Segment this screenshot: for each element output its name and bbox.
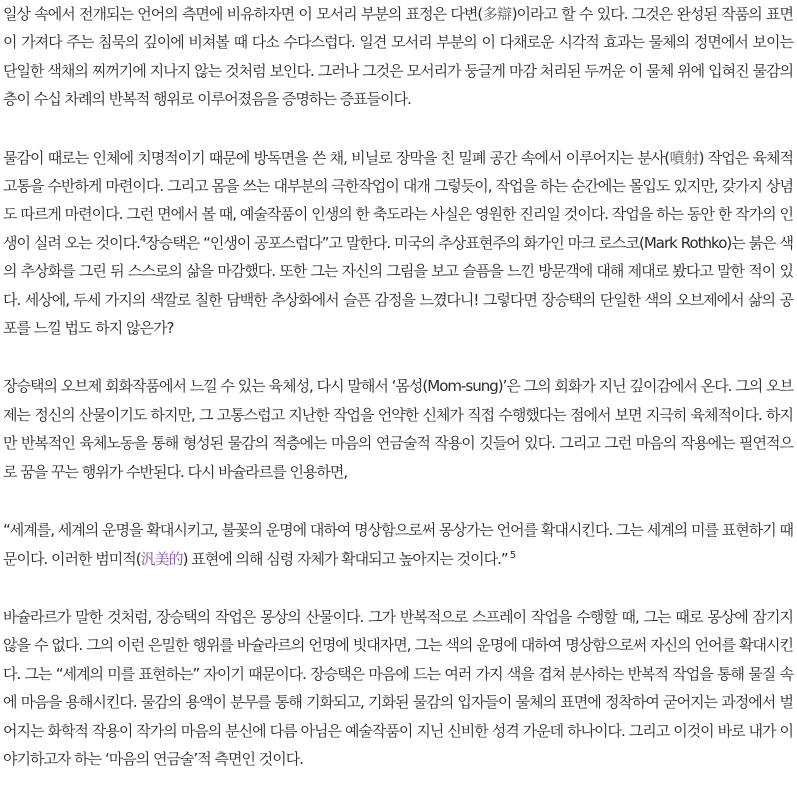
- paragraph-gap: [3, 342, 793, 372]
- paragraph-5: [3, 603, 793, 773]
- text-span: 장승택은 “인생이 공포스럽다”고 말한다. 미국의 추상표현주의 화가인 마크 로스코(Mark Rothko)는 붉은 색의 추상화를 그린 뒤 스스로의 삶을 마감했다. 또한 그는 자신의 그림을 보고 슬픔을 느낀 방문객에 대해 제대로 봤다고 말한 적이 있다. 세상에, 두세 가지의 색깔로 칠한 담백한 추상화에서 슬픈 감정을 느꼈다니! 그렇다면 장승택의 단일한 색의 오브제에서 삶의 공포를 느낄 법도 하지 않은가?: [3, 233, 794, 338]
- paragraph-4: [3, 516, 793, 573]
- paragraph-gap: [3, 486, 793, 516]
- text-span: 바슐라르가 말한 것처럼, 장승택의 작업은 몽상의 산물이다. 그가 반복적으로 스프레이 작업을 수행할 때, 그는 때로 몽상에 잠기지 않을 수 없다. 그의 이런 은밀한 행위를 바슐라르의 언명에 빗대자면, 그는 색의 운명에 대하여 명상함으로써 자신의 언어를 확대시킨다. 그는 “세계의 미를 표현하는” 자이기 때문이다. 장승택은 마음에 드는 여러 가지 색을 겹쳐 분사하는 반복적 작업을 통해 물질 속에 마음을 용해시킨다. 물감의 용액이 분무를 통해 기화되고, 기화된 물감의 입자들이 물체의 표면에 정착하여 굳어지는 과정에서 벌어지는 화학적 작용이 작가의 마음의 분신에 다름 아님은 예술작품이 지닌 신비한 성격 가운데 하나이다. 그리고 이것이 바로 내가 이야기하고자 하는 ‘마음의 연금술’적 측면인 것이다.: [3, 607, 793, 768]
- paragraph-2: [3, 144, 793, 343]
- text-span: 장승택의 오브제 회화작품에서 느낄 수 있는 육체성, 다시 말해서 ‘몸성(Mom-sung)’은 그의 회화가 지닌 깊이감에서 온다. 그의 오브제는 정신의 산물이기도 하지만, 그 고통스럽고 지난한 작업을 언약한 신체가 직접 수행했다는 점에서 보면 지극히 육체적이다. 하지만 반복적인 육체노동을 통해 형성된 물감의 적층에는 마음의 연금술적 작용이 깃들어 있다. 그리고 그런 마음의 작용에는 필연적으로 꿈을 꾸는 행위가 수반된다. 다시 바슐라르를 인용하면,: [3, 377, 793, 481]
- hanja-text: 噴射: [669, 148, 699, 167]
- footnote-marker: 5: [507, 549, 516, 561]
- block-quote: [3, 516, 793, 573]
- quote-text: ) 표현에 의해 심령 자체가 확대되고 높아지는 것이다.”: [182, 549, 508, 568]
- text-span: 물감이 때로는 인체에 치명적이기 때문에 방독면을 쓴 채, 비닐로 장막을 친 밀폐 공간 속에서 이루어지는 분사(: [3, 148, 670, 167]
- paragraph-gap: [3, 573, 793, 603]
- paragraph-gap: [3, 114, 793, 144]
- hanja-text: 多辯: [482, 5, 512, 23]
- paragraph-1: [3, 0, 793, 114]
- quote-text: “세계를, 세계의 운명을 확대시키고, 불꽃의 운명에 대하여 명상함으로써 몽상가는 언어를 확대시킨다. 그는 세계의 미를 표현하기 때문이다. 이러한 범미적(: [3, 521, 793, 568]
- text-span: ) 작업은 육체적 고통을 수반하게 마련이다. 그리고 몸을 쓰는 대부분의 극한작업이 대개 그렇듯이, 작업을 하는 순간에는 몰입도 있지만, 갖가지 상념도 따르게 마련이다. 그런 면에서 볼 때, 예술작품이 인생의 한 축도라는 사실은 영원한 진리일 것이다. 작업을 하는 동안 한 작가의 인생이 실려 오는 것이다.: [3, 148, 793, 252]
- text-span: )이라고 할 수 있다. 그것은 완성된 작품의 표면이 가져다 주는 침묵의 깊이에 비쳐볼 때 다소 수다스럽다. 일견 모서리 부분의 이 다채로운 시각적 효과는 물체의 정면에서 보이는 단일한 색채의 찌꺼기에 지나지 않는 것처럼 보인다. 그러나 그것은 모서리가 둥글게 마감 처리된 두꺼운 이 물체 위에 입혀진 물감의 층이 수십 차례의 반복적 행위로 이루어졌음을 증명하는 증표들이다.: [3, 5, 793, 109]
- paragraph-3: [3, 372, 793, 486]
- footnote-marker: 4: [139, 233, 146, 245]
- text-span: 일상 속에서 전개되는 언어의 측면에 비유하자면 이 모서리 부분의 표정은 다변(: [3, 5, 483, 23]
- hanja-text: 汎美的: [140, 549, 183, 568]
